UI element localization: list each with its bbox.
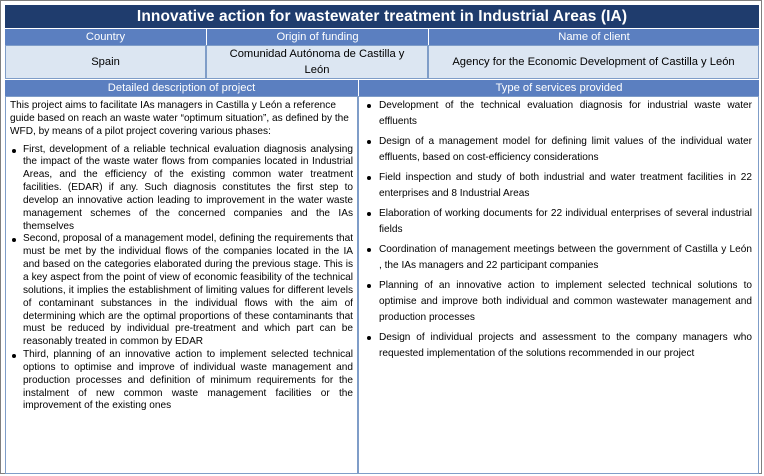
project-title: Innovative action for wastewater treatment in Industrial Areas (IA) (5, 5, 759, 28)
service-item: Design of a management model for defining limit values of the individual water effluents, based on cost-efficiency considerations (359, 134, 758, 166)
bullet-icon (367, 176, 371, 180)
client-header: Name of client (428, 29, 759, 45)
bullet-icon (12, 354, 16, 358)
description-list (6, 144, 357, 414)
services-list (359, 97, 758, 362)
bullet-icon (367, 284, 371, 288)
bullet-icon (367, 104, 371, 108)
description-item: Second, proposal of a management model, defining the requirements that must be met by the individual flows of the companies located in the IA and based on the categories elaborated during the previous stage. This is a key aspect from the point of view of economic feasibility of the technical solutions, it implies the establishment of limiting values for different levels of contaminant substances in the individual flows with the aim of determining which are the optimal proportions of these contaminants that must be reduced by individual pre-treatment and which part can be reasonably treated in common by EDAR (6, 233, 357, 349)
bullet-icon (12, 238, 16, 242)
origin-header: Origin of funding (206, 29, 428, 45)
bullet-icon (367, 248, 371, 252)
service-item: Design of individual projects and assessment to the company managers who requested implementation of the solutions recommended in our project (359, 330, 758, 362)
country-value: Spain (5, 45, 206, 79)
description-item: First, development of a reliable technical evaluation diagnosis analysing the impact of the waste water flows from companies located in Industrial Areas, and the efficiency of the existing common water treatment facilities. (EDAR) if any. Such diagnosis constitutes the first step to develop an innovative action leading to improvement in the water waste management schemes of the concerned companies and the IAs themselves (6, 144, 357, 234)
origin-value: Comunidad Autónoma de Castilla y León (206, 45, 428, 79)
description-intro: This project aims to facilitate IAs managers in Castilla y León a reference guide based on reach an waste water “optimum situation”, as defined by the WFD, by means of a pilot project covering various phases: (10, 100, 349, 137)
description-header: Detailed description of project (5, 80, 358, 96)
services-header: Type of services provided (358, 80, 759, 96)
services-panel (358, 96, 759, 474)
description-item: Third, planning of an innovative action to implement selected technical options to optimise and improve of individual waste management and production processes and definition of minimum requirements for the instalment of new common waste management facilities or the improvement of the existing ones (6, 349, 357, 413)
bullet-icon (367, 140, 371, 144)
bullet-icon (367, 212, 371, 216)
service-item: Elaboration of working documents for 22 individual enterprises of several industrial fields (359, 206, 758, 238)
description-panel (5, 96, 358, 474)
service-item: Development of the technical evaluation diagnosis for industrial waste water effluents (359, 98, 758, 130)
bullet-icon (367, 336, 371, 340)
bullet-icon (12, 149, 16, 153)
service-item: Planning of an innovative action to implement selected technical solutions to optimise and improve both individual and common wastewater management and production processes (359, 278, 758, 327)
country-header: Country (5, 29, 206, 45)
service-item: Field inspection and study of both industrial and water treatment facilities in 22 enterprises and 8 Industrial Areas (359, 170, 758, 202)
service-item: Coordination of management meetings between the government of Castilla y León , the IAs managers and 22 participant companies (359, 242, 758, 274)
client-value: Agency for the Economic Development of Castilla y León (428, 45, 759, 79)
